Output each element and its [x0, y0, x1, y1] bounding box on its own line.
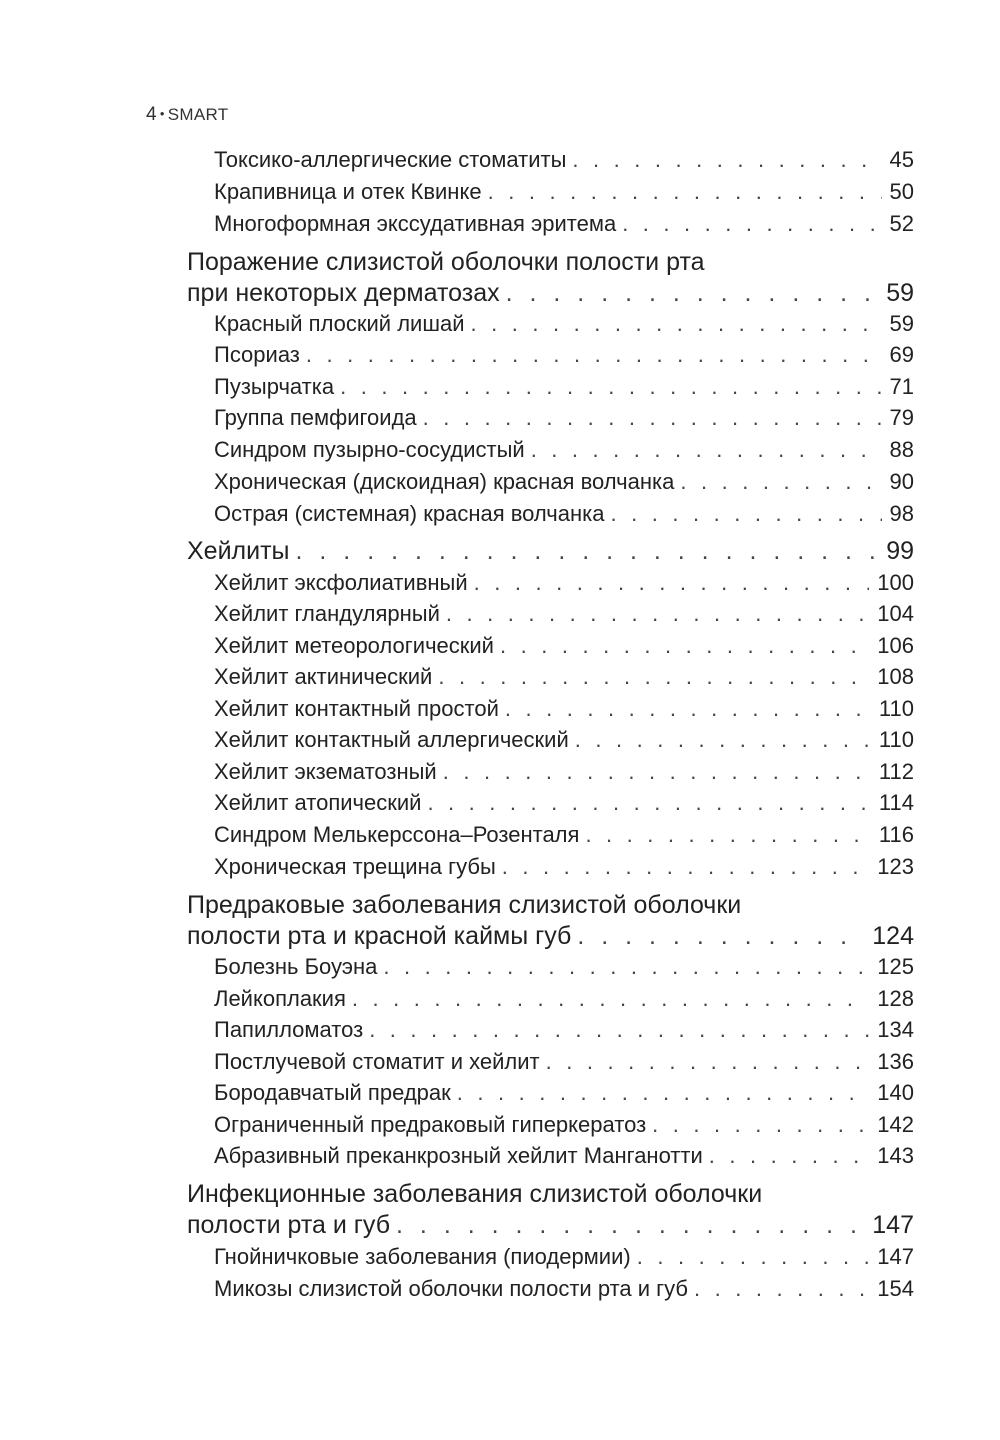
toc-entry — [214, 696, 914, 722]
toc-entry-title: Хроническая трещина губы — [214, 854, 496, 879]
toc-entry-title: Синдром Мелькерссона–Розенталя — [214, 822, 580, 847]
toc-entry — [214, 570, 914, 596]
toc-entry-page: 98 — [889, 501, 914, 526]
toc-entry-title: Лейкоплакия — [214, 986, 346, 1011]
dot-leader — [531, 437, 882, 463]
dot-leader — [340, 374, 881, 400]
toc-entry — [214, 1049, 914, 1075]
toc-entry — [214, 1080, 914, 1106]
toc-entry — [214, 790, 914, 816]
toc-entry-title: Хейлит гландулярный — [214, 601, 440, 626]
toc-entry-page: 125 — [877, 954, 914, 979]
toc-section-page: 147 — [872, 1211, 914, 1239]
toc-entry-page: 88 — [889, 437, 914, 462]
toc-section-heading-line — [187, 1180, 914, 1209]
toc-entry-title: Красный плоский лишай — [214, 311, 465, 336]
toc-entry-page: 147 — [877, 1244, 914, 1269]
dot-leader — [505, 696, 871, 722]
dot-leader — [383, 954, 869, 980]
dot-leader — [443, 759, 871, 785]
toc-entry — [214, 211, 914, 237]
toc-entry-page: 143 — [877, 1143, 914, 1168]
dot-leader — [446, 601, 869, 627]
toc-entry-title: Хейлит контактный аллергический — [214, 727, 569, 752]
dot-leader — [457, 1080, 870, 1106]
dot-leader — [352, 986, 869, 1012]
toc-entry — [214, 854, 914, 880]
toc-entry — [214, 1244, 914, 1270]
page-number: 4 — [146, 104, 157, 125]
toc-section — [187, 279, 914, 308]
toc-entry-page: 104 — [877, 601, 914, 626]
toc-section-title: полости рта и красной каймы губ — [187, 922, 572, 950]
toc-entry — [214, 1143, 914, 1169]
toc-section-page: 124 — [872, 922, 914, 950]
toc-entry — [214, 147, 914, 173]
toc-entry-title: Группа пемфигоида — [214, 405, 417, 430]
toc-entry-page: 52 — [889, 211, 914, 236]
toc-entry-page: 154 — [877, 1276, 914, 1301]
toc-entry-page: 128 — [877, 986, 914, 1011]
toc-entry-title: Острая (системная) красная волчанка — [214, 501, 605, 526]
dot-leader — [546, 1049, 870, 1075]
dot-leader — [296, 537, 879, 566]
toc-section-title: Предраковые заболевания слизистой оболочки — [187, 891, 742, 919]
toc-entry-title: Хейлит актинический — [214, 664, 433, 689]
toc-entry-page: 90 — [889, 469, 914, 494]
toc-entry — [214, 986, 914, 1012]
dot-leader — [506, 279, 879, 308]
toc-entry-title: Бородавчатый предрак — [214, 1080, 451, 1105]
toc-entry — [214, 311, 914, 337]
dot-leader — [577, 922, 864, 951]
dot-leader — [680, 469, 881, 495]
dot-leader — [694, 1276, 869, 1302]
toc-section-title: Поражение слизистой оболочки полости рта — [187, 248, 705, 276]
toc-entry-title: Хроническая (дискоидная) красная волчанка — [214, 469, 675, 494]
dot-leader — [610, 501, 881, 527]
dot-leader — [438, 664, 869, 690]
toc-entry — [214, 759, 914, 785]
dot-leader — [423, 405, 882, 431]
toc-section-page: 59 — [886, 279, 914, 307]
dot-leader — [500, 633, 869, 659]
toc-entry-page: 123 — [877, 854, 914, 879]
toc-entry-title: Постлучевой стоматит и хейлит — [214, 1049, 540, 1074]
toc-entry-page: 142 — [877, 1112, 914, 1137]
toc-section-title: при некоторых дерматозах — [187, 279, 500, 307]
toc-entry-page: 71 — [889, 374, 914, 399]
toc-entry-title: Хейлит атопический — [214, 790, 422, 815]
dot-leader — [585, 822, 870, 848]
toc-entry-title: Микозы слизистой оболочки полости рта и губ — [214, 1276, 689, 1301]
toc-entry — [214, 374, 914, 400]
toc-entry — [214, 437, 914, 463]
toc-entry-page: 100 — [877, 570, 914, 595]
toc-entry-page: 134 — [877, 1017, 914, 1042]
toc-entry-title: Синдром пузырно-сосудистый — [214, 437, 525, 462]
toc-entry-page: 59 — [889, 311, 914, 336]
dot-leader — [572, 147, 881, 173]
dot-leader — [396, 1211, 864, 1240]
series-title: SMART — [167, 105, 229, 124]
toc-entry — [214, 342, 914, 368]
toc-entry-page: 110 — [878, 727, 914, 752]
toc-entry — [214, 727, 914, 753]
toc-entry-title: Ограниченный предраковый гиперкератоз — [214, 1112, 647, 1137]
dot-leader — [369, 1017, 869, 1043]
toc-entry-page: 45 — [889, 147, 914, 172]
toc-entry-page: 112 — [878, 759, 914, 784]
toc-entry — [214, 179, 914, 205]
toc-entry-page: 110 — [878, 696, 914, 721]
dot-leader — [502, 854, 870, 880]
dot-leader — [575, 727, 871, 753]
toc-entry — [214, 633, 914, 659]
toc-entry — [214, 822, 914, 848]
toc-entry — [214, 601, 914, 627]
toc-entry-title: Болезнь Боуэна — [214, 954, 378, 979]
dot-leader — [474, 570, 870, 596]
toc-section — [187, 537, 914, 566]
header-separator: • — [159, 106, 165, 121]
toc-entry-title: Абразивный преканкрозный хейлит Манганотти — [214, 1143, 703, 1168]
toc-entry — [214, 501, 914, 527]
toc-section — [187, 1211, 914, 1240]
dot-leader — [622, 211, 881, 237]
toc-entry-page: 69 — [889, 342, 914, 367]
toc-entry-title: Крапивница и отек Квинке — [214, 179, 482, 204]
dot-leader — [471, 311, 882, 337]
toc-entry — [214, 405, 914, 431]
toc-entry-title: Хейлит экзематозный — [214, 759, 437, 784]
toc-entry-page: 114 — [878, 790, 914, 815]
toc-entry — [214, 469, 914, 495]
toc-entry-title: Хейлит метеорологический — [214, 633, 494, 658]
toc-section-heading-line — [187, 891, 914, 920]
toc-section-title: Хейлиты — [187, 537, 290, 565]
toc-entry-page: 106 — [877, 633, 914, 658]
toc-entry-title: Гнойничковые заболевания (пиодермии) — [214, 1244, 631, 1269]
toc-entry-page: 140 — [877, 1080, 914, 1105]
dot-leader — [488, 179, 882, 205]
toc-section — [187, 922, 914, 951]
toc-entry — [214, 1276, 914, 1302]
toc-entry-page: 108 — [877, 664, 914, 689]
toc-section-title: Инфекционные заболевания слизистой оболочки — [187, 1180, 763, 1208]
toc-entry-page: 116 — [878, 822, 914, 847]
dot-leader — [709, 1143, 870, 1169]
dot-leader — [427, 790, 870, 816]
toc-entry-title: Хейлит эксфолиативный — [214, 570, 468, 595]
toc-entry-page: 136 — [877, 1049, 914, 1074]
toc-entry — [214, 1017, 914, 1043]
toc-section-heading-line — [187, 248, 914, 277]
dot-leader — [652, 1112, 869, 1138]
toc-entry — [214, 664, 914, 690]
toc-entry-page: 50 — [889, 179, 914, 204]
toc-entry-page: 79 — [889, 405, 914, 430]
dot-leader — [637, 1244, 870, 1270]
toc-entry — [214, 1112, 914, 1138]
dot-leader — [306, 342, 882, 368]
toc-section-title: полости рта и губ — [187, 1211, 391, 1239]
toc-entry-title: Хейлит контактный простой — [214, 696, 499, 721]
toc-entry-title: Псориаз — [214, 342, 300, 367]
toc-section-page: 99 — [886, 537, 914, 565]
toc-entry-title: Пузырчатка — [214, 374, 335, 399]
toc-entry-title: Папилломатоз — [214, 1017, 364, 1042]
toc-entry — [214, 954, 914, 980]
toc-entry-title: Токсико-аллергические стоматиты — [214, 147, 567, 172]
toc-entry-title: Многоформная экссудативная эритема — [214, 211, 617, 236]
